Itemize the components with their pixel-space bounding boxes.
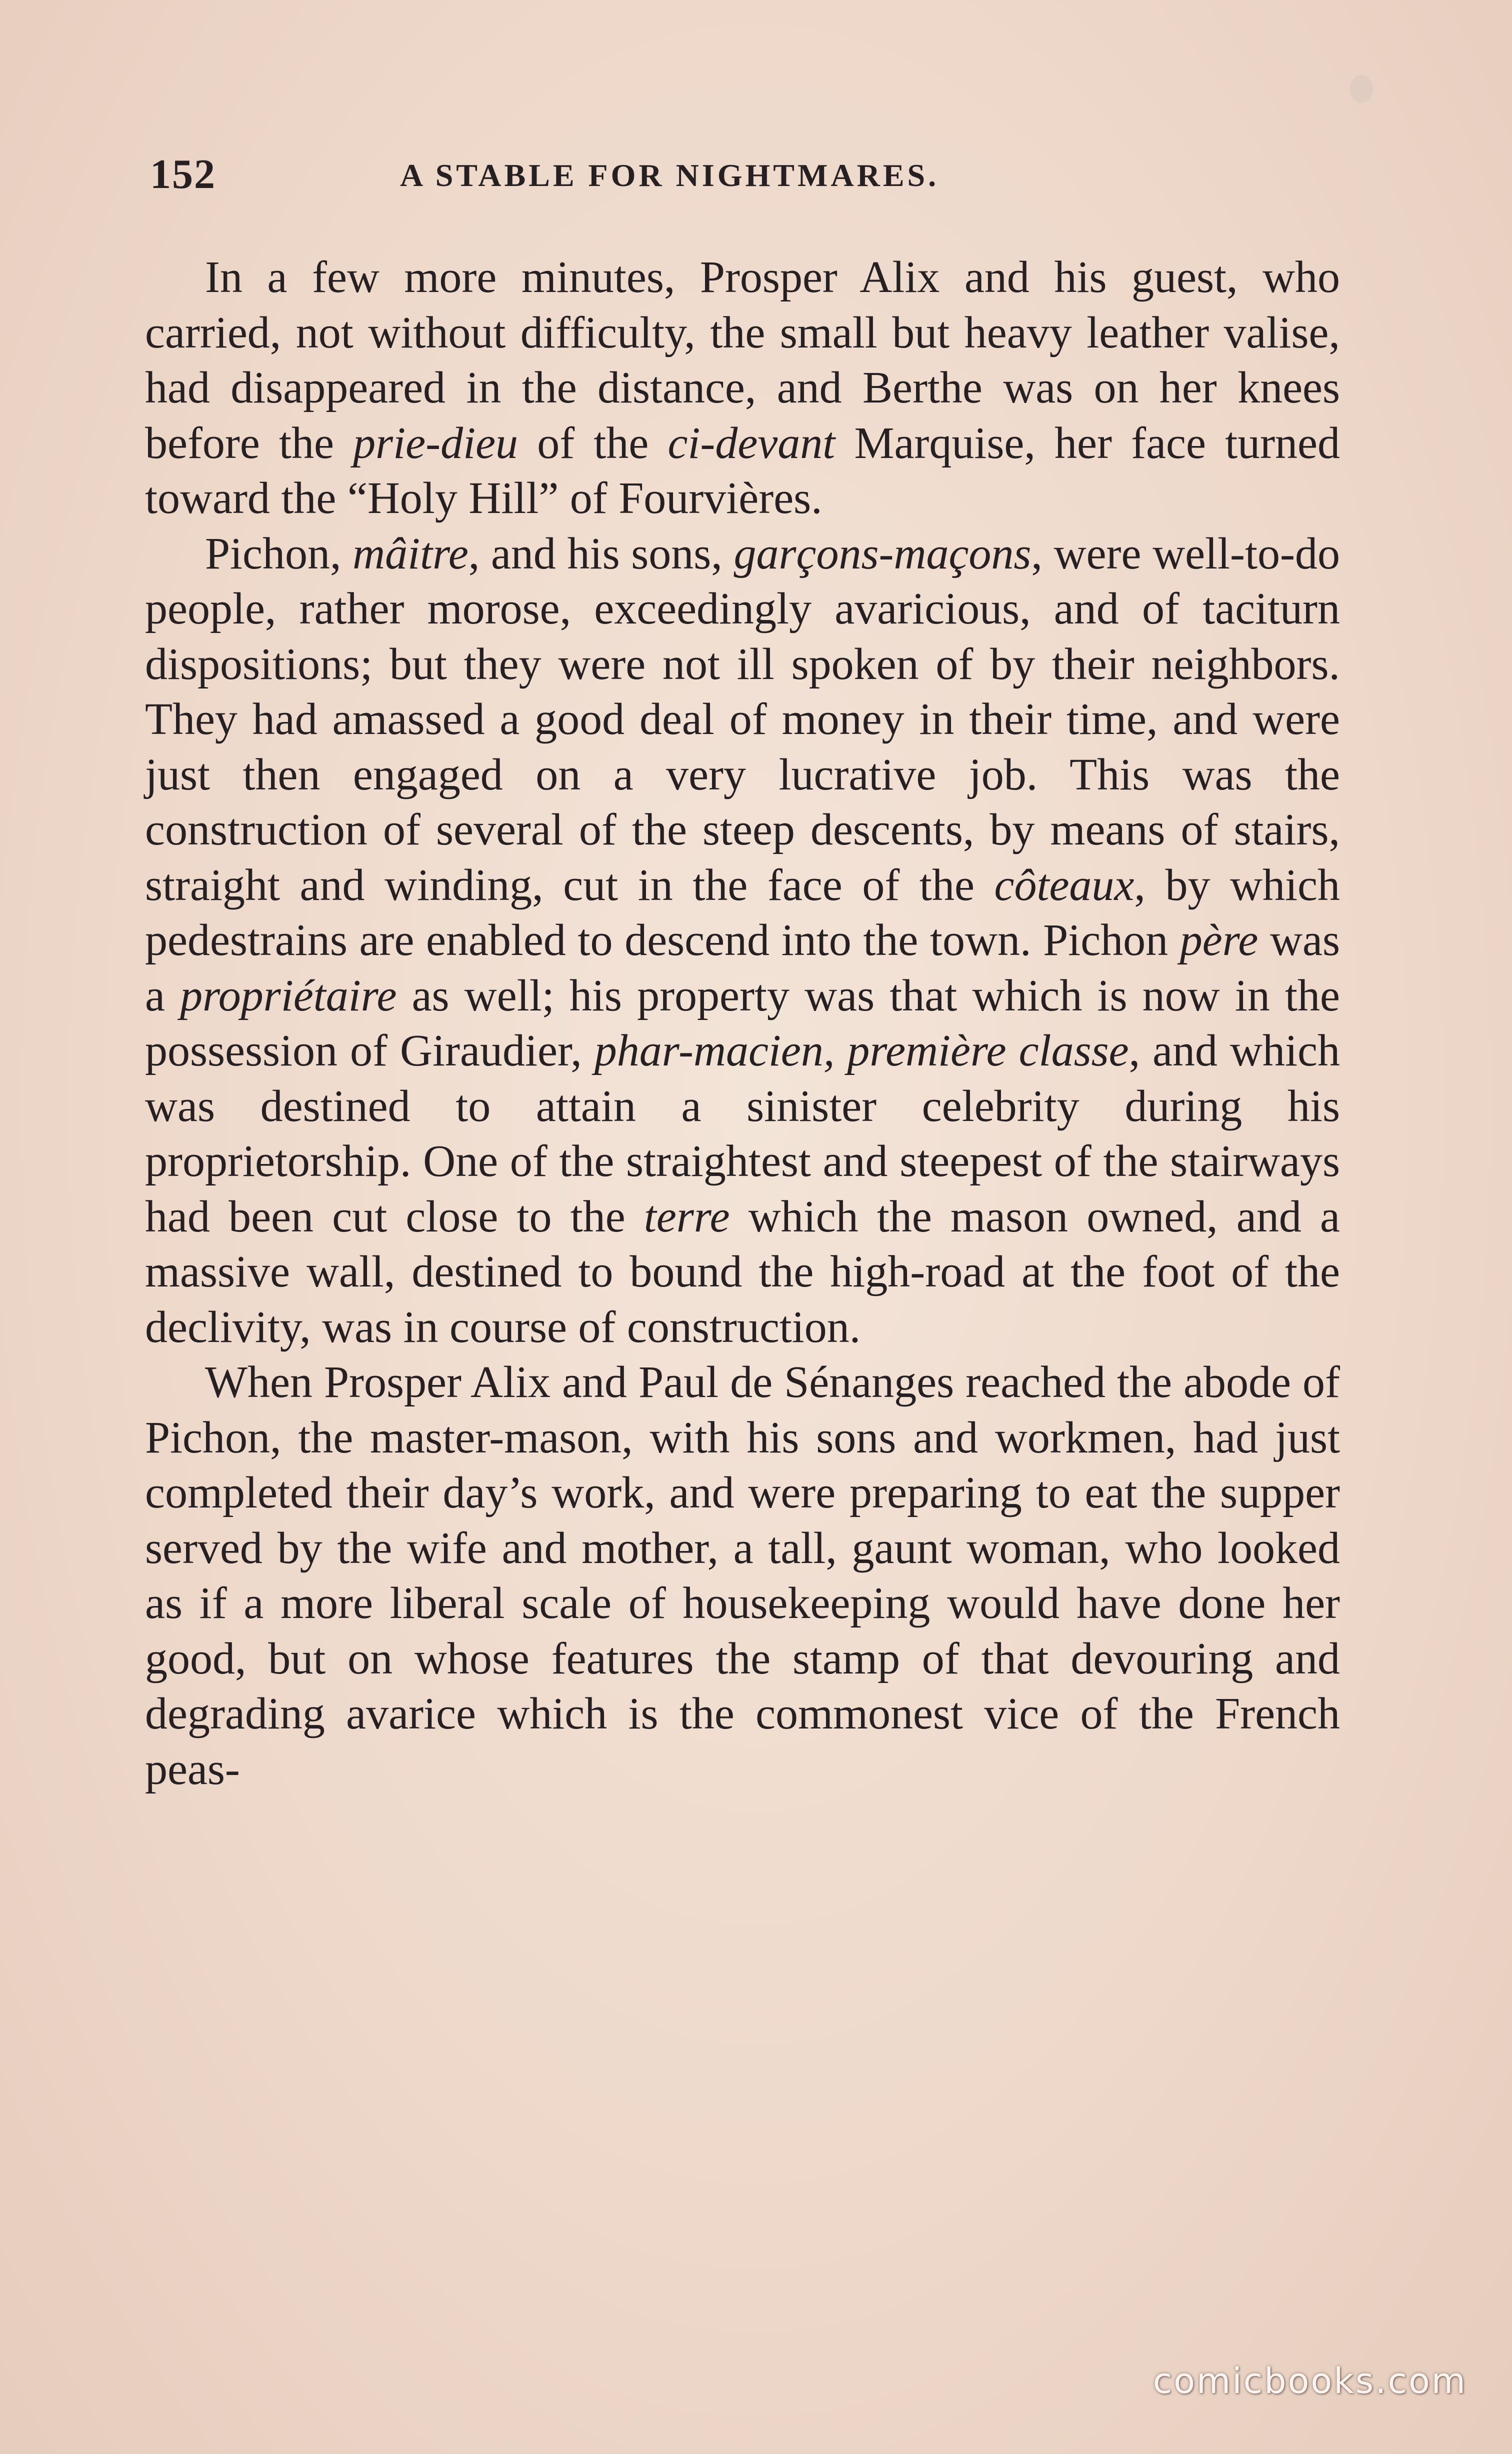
page-header [150,150,1340,205]
text-run: In a few more minutes, Prosper Alix and his guest, who carried, not without difficulty, the small but heavy leather valise, had disappeared in the distance, and Berthe was on her knees before the [145,252,1340,468]
body-text [145,250,1340,1797]
text-run: , were well-to-do people, rather morose, exceedingly avaricious, and of taciturn dispositions; but they were not ill spoken of by their neighbors. They had amassed a good deal of money in their time, and were just then engaged on a very lucrative job. This was the construction of several of the steep descents, by means of stairs, straight and winding, cut in the face of the [145,528,1340,910]
italic-run: garçons-maçons [734,528,1032,578]
text-run: Pichon, [205,528,353,578]
italic-run: père [1180,916,1258,965]
text-run: , and his sons, [468,528,734,578]
italic-run: ci-devant [668,418,836,468]
text-run: , and which was destined to attain a sinister celebrity during his proprietorship. One of the straightest and steepest of the stairways had been cut close to the [145,1026,1340,1242]
italic-run: mâitre [352,528,468,578]
text-run: of the [518,418,668,468]
text-run: which the mason owned, and a massive wall, destined to bound the high-road at the foot of the declivity, was in course of construction. [145,1192,1340,1352]
text-run: was a [145,916,1340,1020]
italic-run: propriétaire [180,970,397,1020]
page-number: 152 [150,151,216,198]
running-title: A STABLE FOR NIGHTMARES. [400,158,940,193]
text-run: as well; his property was that which is now in the possession of Giraudier, [145,970,1340,1076]
italic-run: prie-dieu [353,418,518,468]
italic-run: côteaux [994,860,1134,910]
text-run: , by which pedestrains are enabled to descend into the town. Pichon [145,860,1340,965]
text-run: When Prosper Alix and Paul de Sénanges reached the abode of Pichon, the master-mason, with his sons and workmen, had just completed their day’s work, and were preparing to eat the supper served by the wife and mother, a tall, gaunt woman, who looked as if a more liberal scale of housekeeping would have done her good, but on whose features the stamp of that devouring and degrading avarice which is the commonest vice of the French peas- [145,1358,1340,1794]
paper-speck [1350,75,1373,103]
italic-run: terre [644,1192,730,1242]
paragraph [145,1355,1340,1797]
paragraph [145,250,1340,526]
text-run: Marquise, her face turned toward the “Holy Hill” of Fourvières. [145,418,1340,523]
italic-run: phar-macien, première classe [594,1026,1129,1076]
paragraph [145,526,1340,1356]
watermark: comicbooks.com [1152,2360,1467,2402]
